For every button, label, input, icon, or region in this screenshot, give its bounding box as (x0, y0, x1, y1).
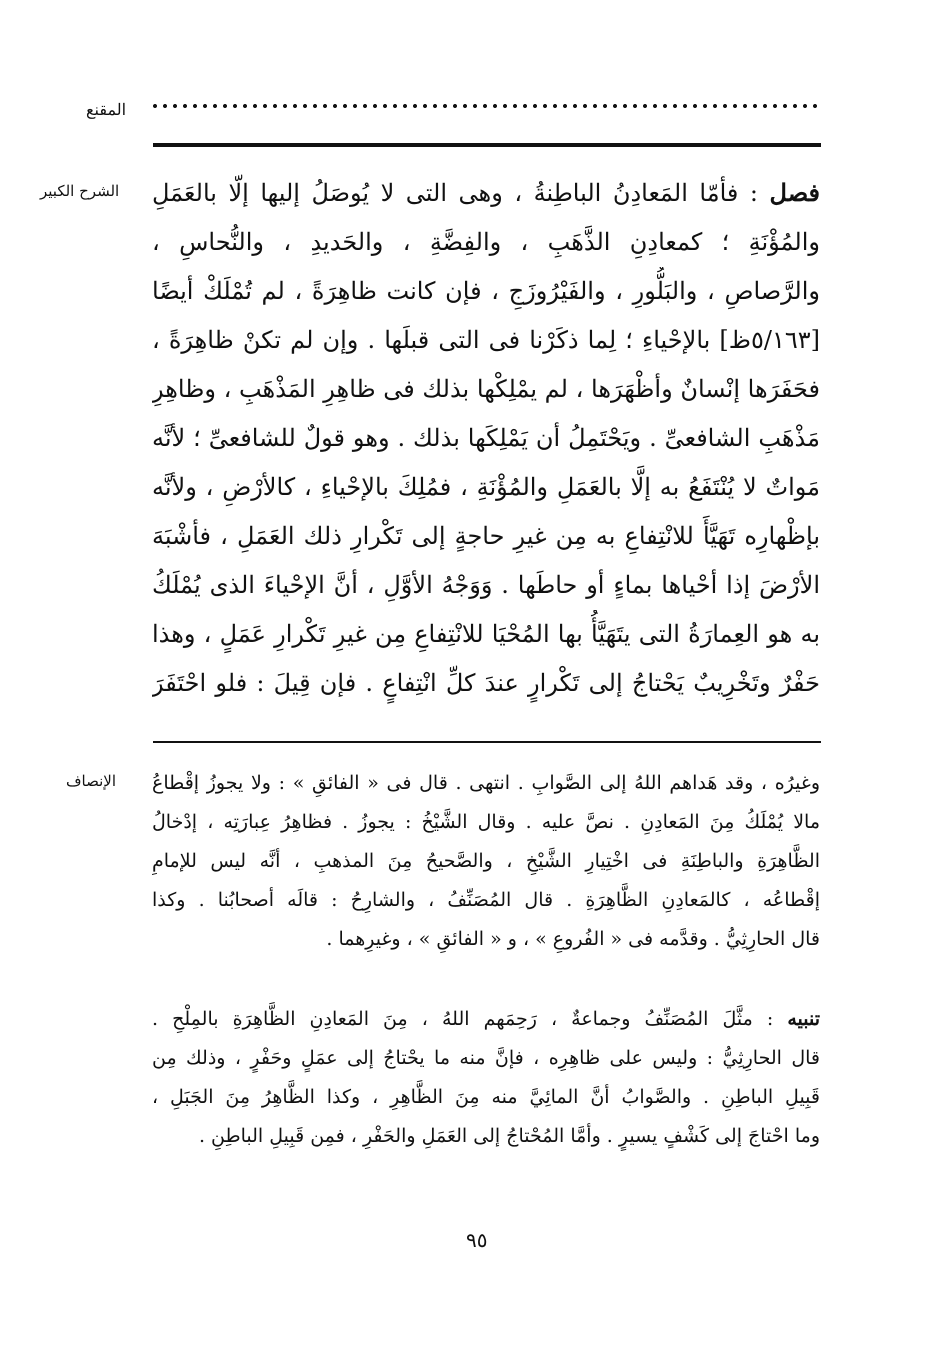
page-number: ٩٥ (466, 1228, 488, 1252)
tanbih-line: وما احْتاجَ إلى كَشْفٍ يسيرٍ . وأمَّا المُحْتاجُ إلى العَمَلِ والحَفْرِ ، فمِن قَبِيلِ الباطِنِ . (198, 1125, 820, 1147)
main-line: والمُؤْنَةِ ؛ كمعادِنِ الذَّهَبِ ، والفِضَّةِ ، والحَديدِ ، والنُّحاسِ ، (152, 228, 820, 256)
header-dotted-leader (150, 96, 820, 116)
main-line: مَذْهَبِ الشافعىِّ . ويَحْتَمِلُ أن يَمْلِكَها بذلك . وهو قولٌ للشافعىِّ ؛ لأنَّه (152, 424, 820, 452)
main-commentary (152, 168, 820, 708)
main-line: فحَفَرَها إنْسانٌ وأظْهَرَها ، لم يمْلِكْها بذلك فى ظاهِرِ المَذْهَبِ ، وظاهِرِ (152, 375, 820, 403)
insaf-line: مالا يُمْلَكُ مِنَ المَعادِنِ . نصَّ عليه . وقال الشَّيْخُ : يجوزُ . فظاهِرُ عِبارَتِه ، إدْخالُ (152, 811, 820, 833)
running-header-title: المقنع (86, 100, 127, 119)
side-label-insaf: الإنصاف (66, 772, 117, 790)
insaf-line: إقْطاعُه ، كالمَعادِنِ الظَّاهِرَةِ . قال المُصَنِّفُ ، والشارِحُ : قالَه أصحابُنا . وكذا (152, 889, 820, 911)
section-separator (153, 741, 821, 743)
header-rule (153, 143, 821, 147)
section-heading: فصل (769, 178, 820, 207)
insaf-line: وغيرُه ، وقد هَداهم اللهُ إلى الصَّوابِ . انتهى . قال فى « الفائقِ » : ولا يجوزُ إقْطاعُ (152, 772, 820, 794)
tanbih-line: تنبيه : مثَّلَ المُصَنِّفُ وجماعةٌ ، رَحِمَهم اللهُ ، مِنَ المَعادِنِ الظَّاهِرَةِ بالمِلْحِ . (152, 1008, 820, 1030)
main-line: والرَّصاصِ ، والبَلُّورِ ، والفَيْرُوزَجِ ، فإن كانت ظاهِرَةً ، لم تُمْلَكْ أيضًا (152, 277, 820, 305)
main-line: [٥/١٦٣ظ] بالإحْياءِ ؛ لِما ذكَرْنا فى التى قبلَها . وإن لم تكنْ ظاهِرَةً ، (152, 326, 820, 354)
main-line: الأرْضَ إذا أحْياها بماءٍ أو حاطَها . وَوَجْهُ الأوَّلِ ، أنَّ الإحْياءَ الذى يُمْلَكُ (152, 571, 820, 599)
insaf-line: الظَّاهِرَةِ والباطِنَةِ فى اخْتِيارِ الشَّيْخِ ، والصَّحيحُ مِنَ المذهبِ ، أنَّه ليس للإمامِ (152, 850, 820, 872)
insaf-line: قال الحارِثِيُّ . وقدَّمه فى « الفُروعِ » ، و « الفائقِ » ، وغيرِهما . (326, 928, 820, 950)
tanbih-note (152, 1000, 820, 1156)
main-line: به هو العِمارَةُ التى يتَهَيَّأُ بها المُحْيَا للانْتِفاعِ مِن غيرِ تَكْرارِ عَمَلٍ ، وهذا (152, 620, 820, 648)
main-line: فصل : فأمّا المَعادِنُ الباطِنةُ ، وهى التى لا يُوصَلُ إليها إلّا بالعَمَلِ (152, 178, 820, 207)
tanbih-line: قال الحارِثِيُّ : وليس على ظاهِرِه ، فإنَّ منه ما يحْتاجُ إلى عمَلٍ وحَفْرٍ ، وذلك مِن (152, 1047, 820, 1069)
side-label-main: الشرح الكبير (40, 182, 120, 200)
main-line: حَفْرٌ وتَخْرِيبٌ يَحْتاجُ إلى تَكْرارٍ عندَ كلِّ انْتِفاعٍ . فإن قِيلَ : فلو احْتَفَرَ (152, 669, 820, 697)
tanbih-line: قَبِيلِ الباطِنِ . والصَّوابُ أنَّ المائِيَّ منه مِنَ الظَّاهِرِ ، وكذا الظَّاهِرُ مِنَ الجَبَلِ ، (152, 1086, 820, 1108)
main-line: مَواتٌ لا يُنْتَفَعُ به إلَّا بالعَمَلِ والمُؤْنَةِ ، فمُلِكَ بالإحْياءِ ، كالأرْضِ ، ولأنَّه (152, 473, 820, 501)
main-line: بإظْهارِه تَهَيَّأَ للانْتِفاعِ به مِن غيرِ حاجةٍ إلى تَكْرارِ ذلك العَمَلِ ، فأشْبَهَ (152, 522, 820, 550)
insaf-commentary (152, 764, 820, 959)
tanbih-heading: تنبيه (787, 1008, 820, 1030)
